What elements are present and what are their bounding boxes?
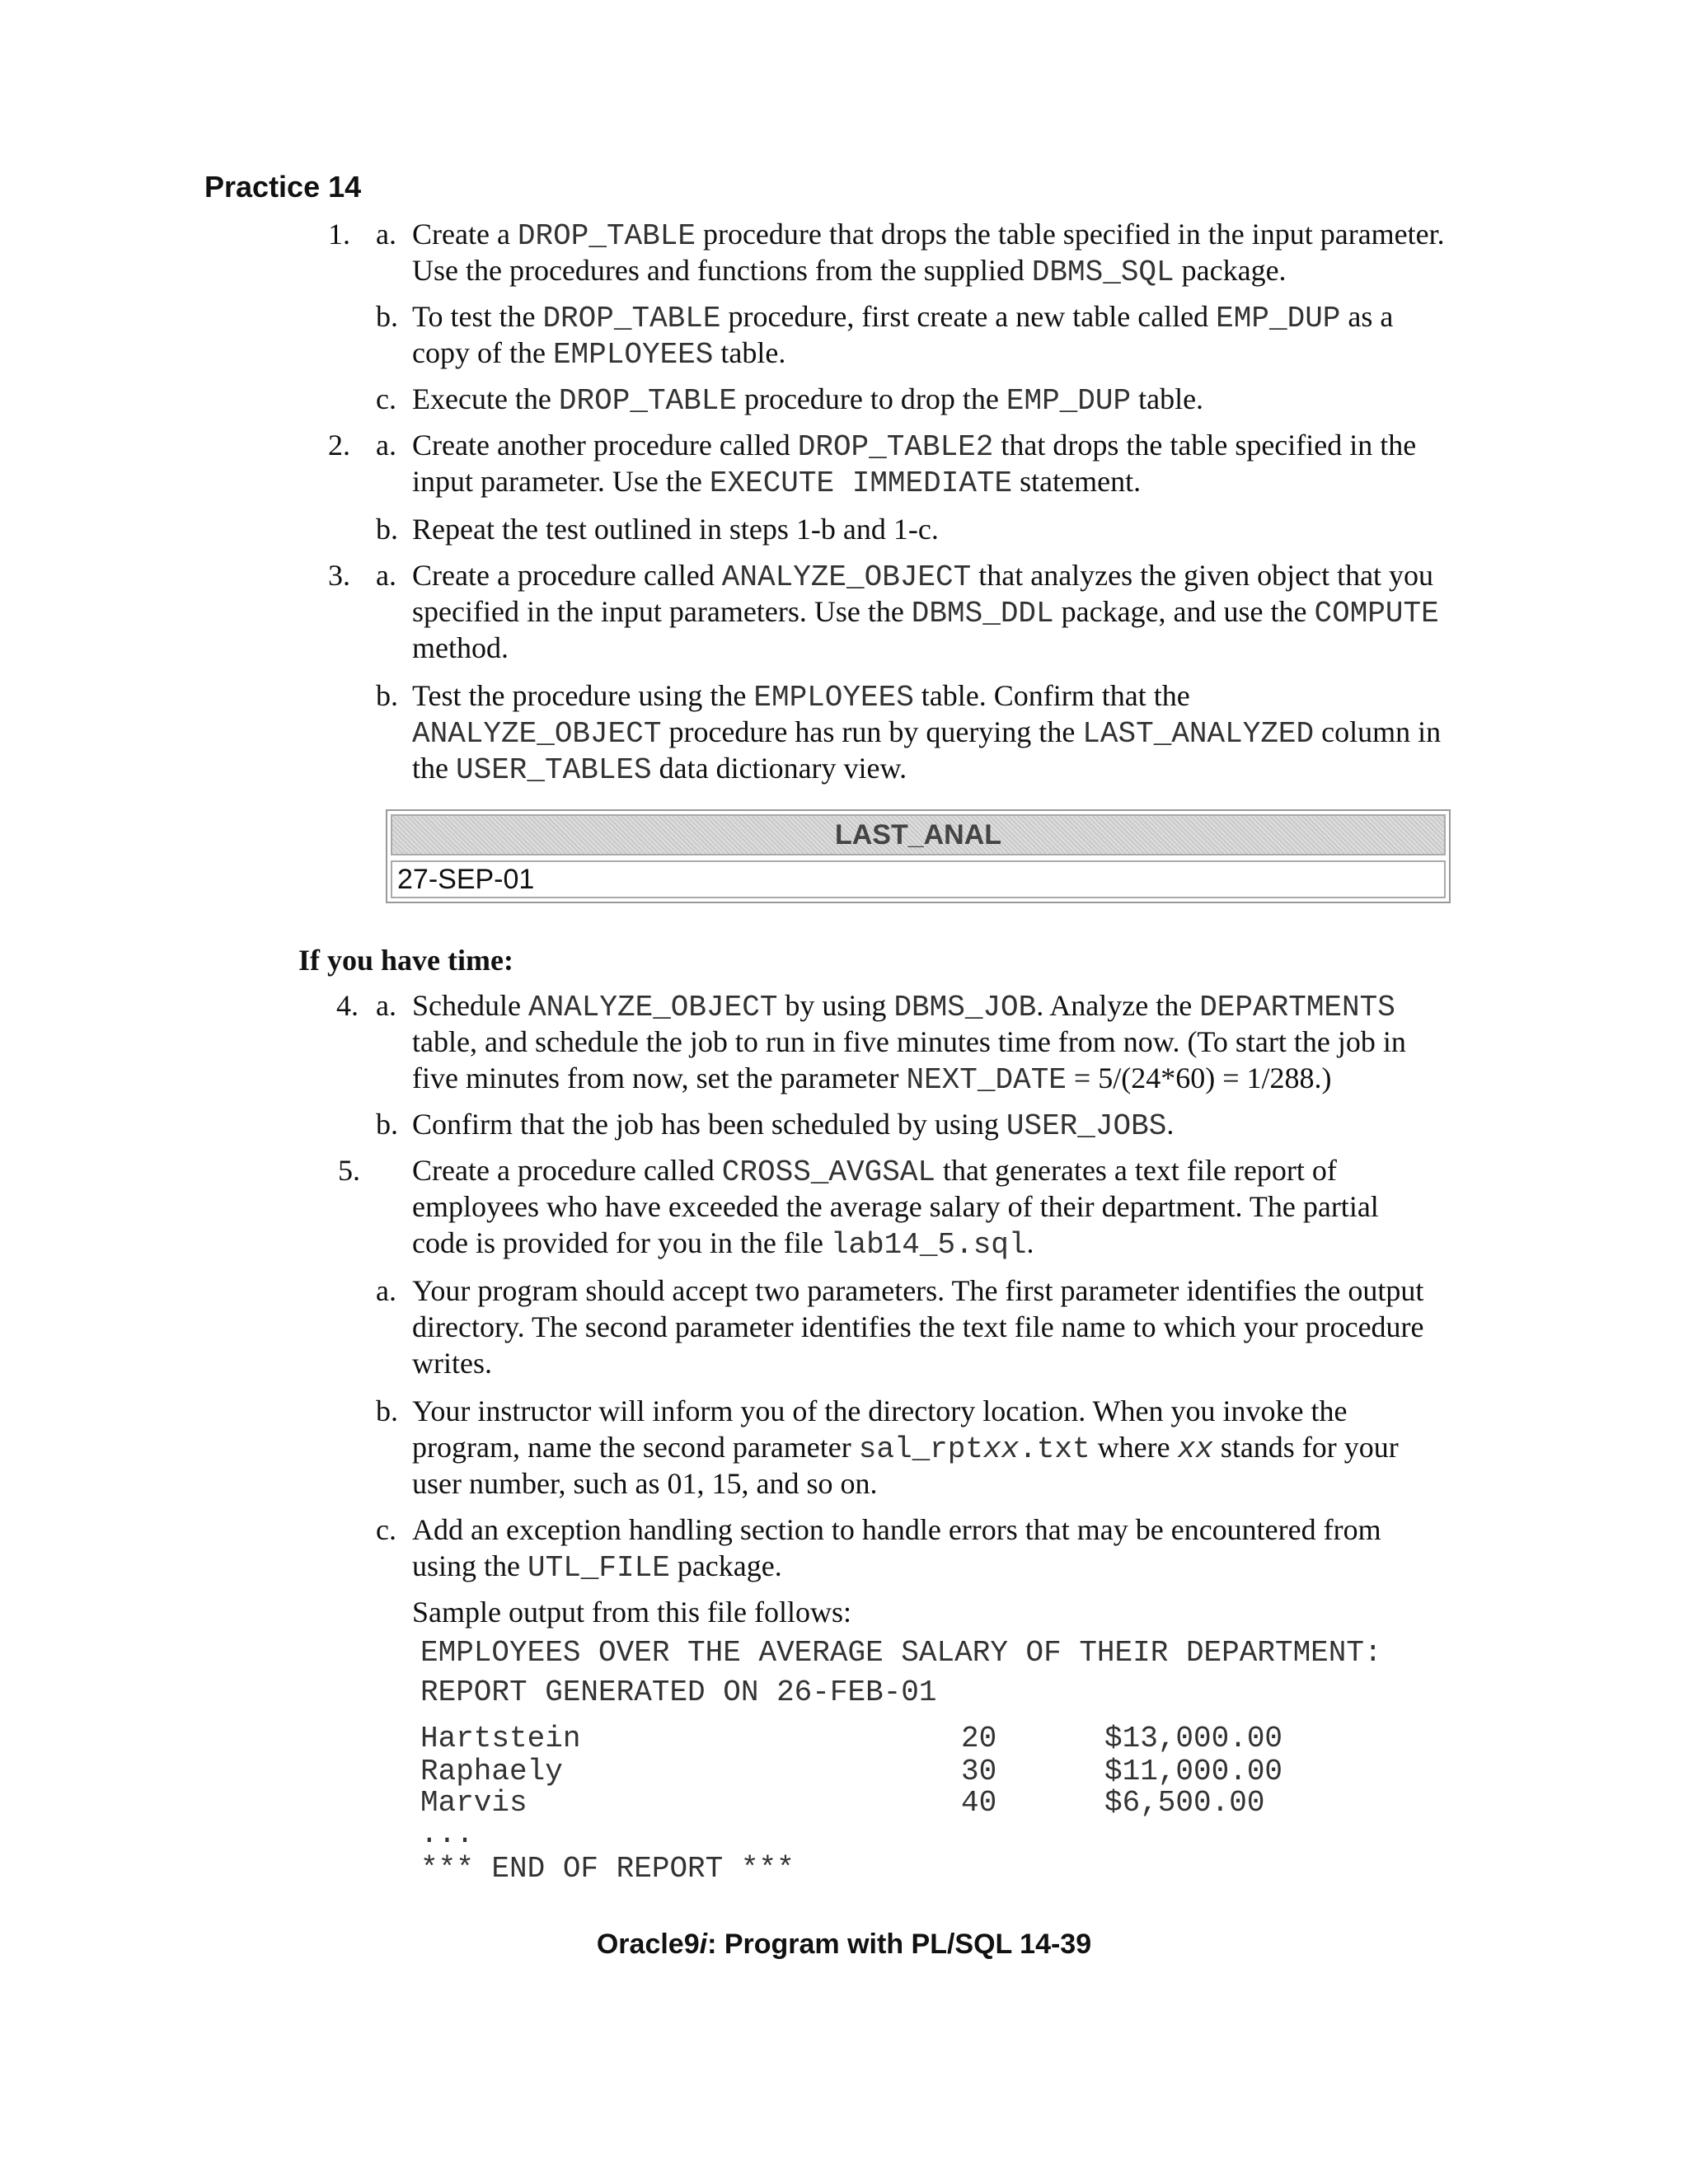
item-5b-line3: user number, such as 01, 15, and so on. [412,1467,878,1500]
item-5a-line2: directory. The second parameter identifies the text file name to which your procedure [412,1310,1424,1343]
page-footer: Oracle9i: Program with PL/SQL 14-39 [596,1929,1092,1960]
sample-row-salary: $13,000.00 [1104,1722,1283,1755]
item-5c-line3: Sample output from this file follows: [412,1596,851,1629]
sample-output-ellipsis: ... [420,1817,474,1851]
item-number-2: 2. [328,429,350,462]
item-4a-line2: table, and schedule the job to run in five minutes time from now. (To start the job in [412,1025,1406,1058]
item-3b-line2: ANALYZE_OBJECT procedure has run by querying the LAST_ANALYZED column in [412,715,1442,751]
item-1b-label: b. [376,300,398,333]
item-3a-line2: specified in the input parameters. Use the DBMS_DDL package, and use the COMPUTE [412,595,1439,630]
item-3b-label: b. [376,679,398,712]
sample-row-dept: 40 [961,1786,997,1820]
sample-row-name: Marvis [420,1786,528,1820]
item-5-line2: employees who have exceeded the average salary of their department. The partial [412,1190,1379,1223]
item-3a-line1: Create a procedure called ANALYZE_OBJECT that analyzes the given object that you [412,559,1434,594]
item-1c-label: c. [376,382,396,415]
item-4b-line1: Confirm that the job has been scheduled by using USER_JOBS. [412,1108,1175,1143]
item-5c-line2: using the UTL_FILE package. [412,1549,782,1585]
sample-row-salary: $11,000.00 [1104,1755,1283,1788]
practice-heading: Practice 14 [204,170,362,204]
item-1b-line2: copy of the EMPLOYEES table. [412,336,786,372]
sample-row-name: Raphaely [420,1755,563,1788]
sample-output-title: EMPLOYEES OVER THE AVERAGE SALARY OF THEIR DEPARTMENT: [420,1636,1382,1670]
item-number-5: 5. [338,1154,360,1187]
item-3b-line1: Test the procedure using the EMPLOYEES table. Confirm that the [412,679,1190,715]
item-5-line3: code is provided for you in the file lab14_5.sql. [412,1226,1034,1262]
item-5b-line1: Your instructor will inform you of the directory location. When you invoke the [412,1394,1348,1427]
item-5b-line2: program, name the second parameter sal_rptxx.txt where xx stands for your [412,1431,1399,1466]
sample-row-salary: $6,500.00 [1104,1786,1265,1820]
item-3b-line3: the USER_TABLES data dictionary view. [412,752,907,787]
item-1b-line1: To test the DROP_TABLE procedure, first create a new table called EMP_DUP as a [412,300,1394,335]
item-1a-line2: Use the procedures and functions from the supplied DBMS_SQL package. [412,254,1287,289]
item-1a-line1: Create a DROP_TABLE procedure that drops the table specified in the input parameter. [412,218,1445,253]
if-you-have-time-heading: If you have time: [298,944,513,977]
item-4a-label: a. [376,989,396,1022]
item-2a-line2: input parameter. Use the EXECUTE IMMEDIATE statement. [412,465,1142,500]
item-1c-line1: Execute the DROP_TABLE procedure to drop the EMP_DUP table. [412,382,1204,418]
item-3a-line3: method. [412,631,509,664]
item-4a-line3: five minutes from now, set the parameter NEXT_DATE = 5/(24*60) = 1/288.) [412,1062,1332,1097]
sample-row-name: Hartstein [420,1722,581,1755]
item-5a-label: a. [376,1274,396,1307]
item-2a-label: a. [376,429,396,462]
item-number-3: 3. [328,559,350,592]
item-5a-line3: writes. [412,1347,492,1380]
item-number-1: 1. [328,218,350,251]
item-1a-label: a. [376,218,396,251]
item-2a-line1: Create another procedure called DROP_TABLE2 that drops the table specified in the [412,429,1417,464]
item-3a-label: a. [376,559,396,592]
sample-row-dept: 30 [961,1755,997,1788]
sample-row-dept: 20 [961,1722,997,1755]
item-5c-line1: Add an exception handling section to handle errors that may be encountered from [412,1513,1381,1546]
item-4a-line1: Schedule ANALYZE_OBJECT by using DBMS_JOB. Analyze the DEPARTMENTS [412,989,1395,1024]
column-header-last-anal: LAST_ANAL [391,814,1446,855]
item-2b-label: b. [376,513,398,546]
item-number-4: 4. [336,989,359,1022]
item-4b-label: b. [376,1108,398,1141]
item-2b-line1: Repeat the test outlined in steps 1-b and 1-c. [412,513,939,546]
result-cell: 27-SEP-01 [391,860,1446,898]
item-5c-label: c. [376,1513,396,1546]
item-5-line1: Create a procedure called CROSS_AVGSAL that generates a text file report of [412,1154,1337,1189]
item-5a-line1: Your program should accept two parameters. The first parameter identifies the output [412,1274,1424,1307]
query-result-table [386,809,1451,903]
item-5b-label: b. [376,1394,398,1427]
sample-output-end: *** END OF REPORT *** [420,1852,795,1886]
sample-output-generated: REPORT GENERATED ON 26-FEB-01 [420,1675,937,1709]
